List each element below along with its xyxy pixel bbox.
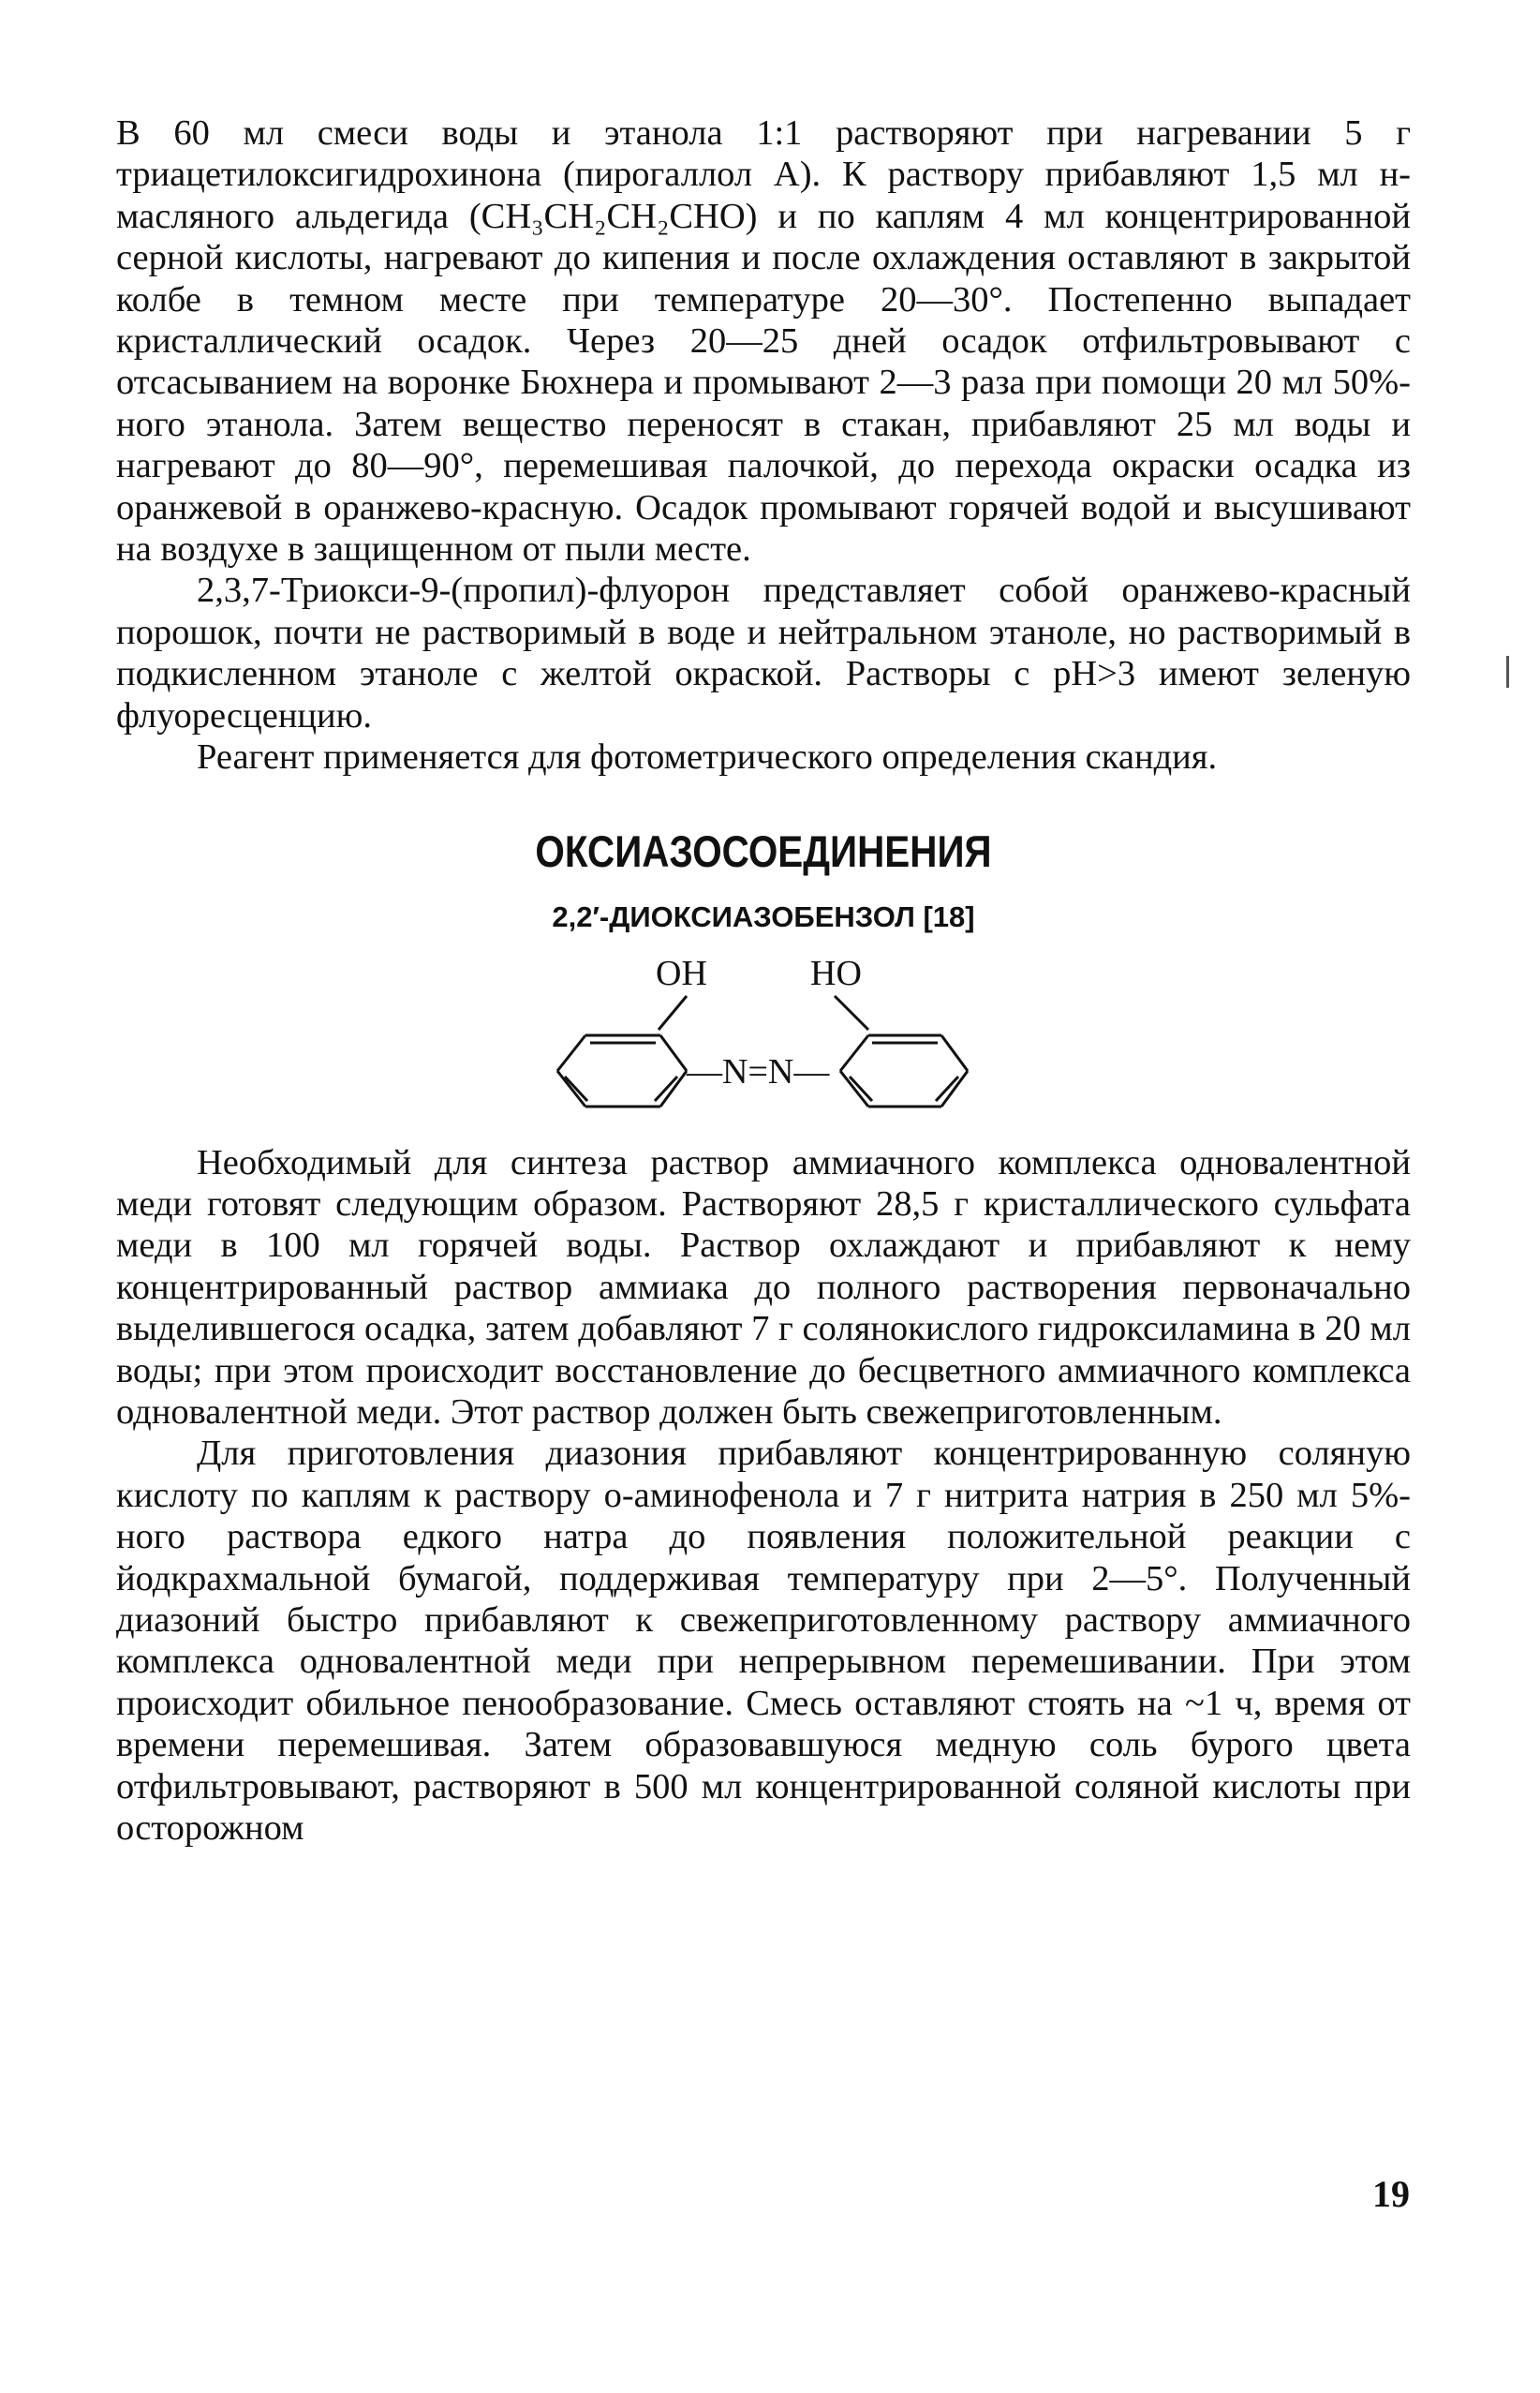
page-body [116, 112, 1411, 1849]
section-heading: ОКСИАЗОСОЕДИНЕНИЯ [535, 825, 992, 876]
margin-mark [1506, 656, 1509, 688]
right-benzene-ring [840, 1035, 968, 1107]
azo-bridge: —N=N— [687, 1051, 830, 1092]
page-number: 19 [1372, 2173, 1410, 2215]
structural-formula [501, 945, 1026, 1123]
compound-heading: 2,2′-ДИОКСИАЗОБЕНЗОЛ [18] [552, 899, 975, 933]
paragraph-copper-complex: Необходимый для синтеза раствор аммиачного комплекса одновалентной меди готовят следующим образом. Растворяют 28,5 г кристаллического сульфата меди в 100 мл горячей воды. Раствор охлаждают и прибавляют к нему концентрированный раствор аммиака до полного растворения первоначально выделившегося осадка, затем добавляют 7 г солянокислого гидроксиламина в 20 мл воды; при этом происходит восстановление до бесцветного аммиачного комплекса одновалентной меди. Этот раствор должен быть свежеприготовленным. [116, 1142, 1411, 1432]
paragraph-synthesis-procedure: В 60 мл смеси воды и этанола 1:1 растворяют при нагревании 5 г триацетилоксигидрохинона (пирогаллол А). К раствору прибавляют 1,5 мл н-масляного альдегида (CH₃CH₂CH₂CHO) и по каплям 4 мл концентрированной серной кислоты, нагревают до кипения и после охлаждения оставляют в закрытой колбе в темном месте при температуре 20—30°. Постепенно выпадает кристаллический осадок. Через 20—25 дней осадок отфильтровывают с отсасыванием на воронке Бюхнера и промывают 2—3 раза при помощи 20 мл 50%-ного этанола. Затем вещество переносят в стакан, прибавляют 25 мл воды и нагревают до 80—90°, перемешивая палочкой, до перехода окраски осадка из оранжевой в оранжево-красную. Осадок промывают горячей водой и высушивают на воздухе в защищенном от пыли месте. [116, 113, 1411, 570]
bond-ho [835, 996, 868, 1030]
paragraph-product-description: 2,3,7-Триокси-9-(пропил)-флуорон представляет собой оранжево-красный порошок, почти не растворимый в воде и нейтральном этаноле, но растворимый в подкисленном этаноле с желтой окраской. Растворы с pH>3 имеют зеленую флуоресценцию. [116, 571, 1411, 736]
left-benzene-ring [557, 1035, 687, 1107]
oh-label: OH [656, 953, 707, 993]
bond-oh [659, 996, 687, 1030]
paragraph-reagent-use: Реагент применяется для фотометрического определения скандия. [197, 737, 1218, 778]
ho-label: HO [810, 953, 862, 993]
paragraph-diazonium: Для приготовления диазония прибавляют концентрированную соляную кислоту по каплям к раствору о-аминофенола и 7 г нитрита натрия в 250 мл 5%-ного раствора едкого натра до появления положительной реакции с йодкрахмальной бумагой, поддерживая температуру при 2—5°. Полученный диазоний быстро прибавляют к свежеприготовленному раствору аммиачного комплекса одновалентной меди при непрерывном перемешивании. При этом происходит обильное пенообразование. Смесь оставляют стоять на ~1 ч, время от времени перемешивая. Затем образовавшуюся медную соль бурого цвета отфильтровывают, растворяют в 500 мл концентрированной соляной кислоты при осторожном [116, 1434, 1411, 1848]
